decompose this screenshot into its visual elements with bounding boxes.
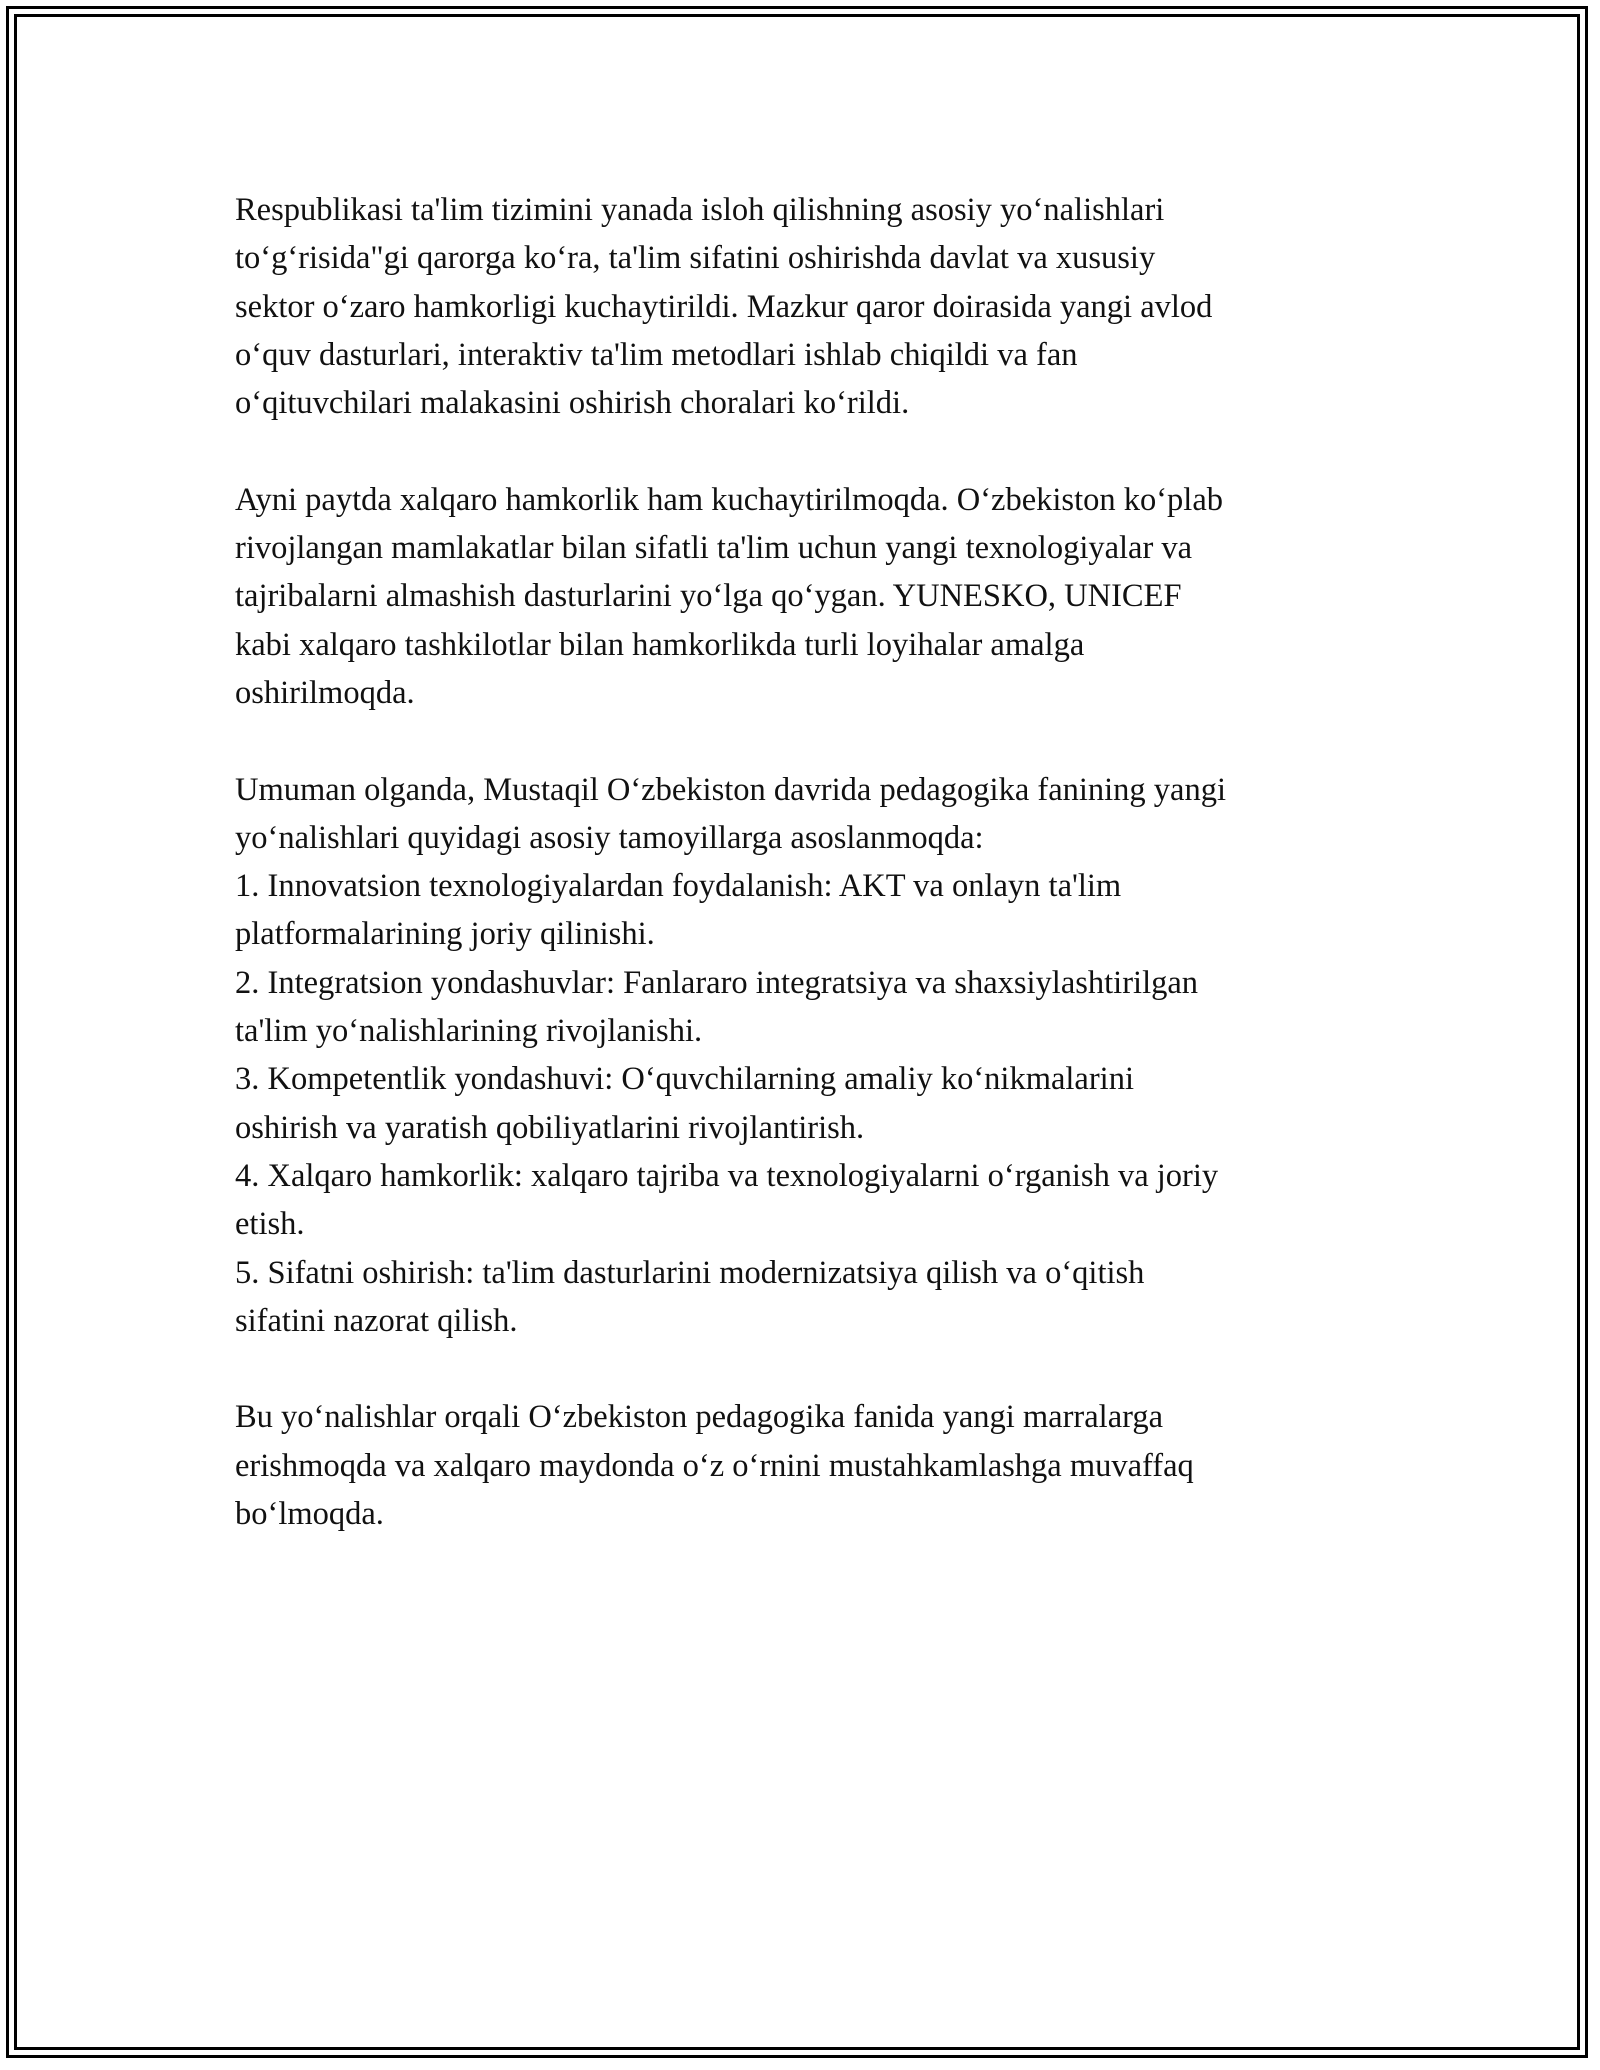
text-line: Bu yo‘nalishlar orqali O‘zbekiston pedagogika fanida yangi marralarga bbox=[235, 1399, 1164, 1436]
list-item-4-line: etish. bbox=[235, 1206, 305, 1243]
text-line: tajribalarni almashish dasturlarini yo‘lga qo‘ygan. YUNESKO, UNICEF bbox=[235, 578, 1182, 615]
document-body bbox=[235, 186, 1375, 1587]
list-item-3-line: oshirish va yaratish qobiliyatlarini rivojlantirish. bbox=[235, 1109, 865, 1146]
text-line: to‘g‘risida"gi qarorga ko‘ra, ta'lim sifatini oshirishda davlat va xususiy bbox=[235, 240, 1156, 277]
paragraph-reform-decree bbox=[235, 186, 1375, 427]
paragraph-conclusion bbox=[235, 1393, 1375, 1538]
text-line: kabi xalqaro tashkilotlar bilan hamkorlikda turli loyihalar amalga bbox=[235, 626, 1085, 663]
paragraph-principles-list bbox=[235, 766, 1375, 1346]
text-line: Respublikasi ta'lim tizimini yanada isloh qilishning asosiy yo‘nalishlari bbox=[235, 192, 1165, 228]
paragraph-international-cooperation bbox=[235, 476, 1375, 717]
list-item-5-line: 5. Sifatni oshirish: ta'lim dasturlarini modernizatsiya qilish va o‘qitish bbox=[235, 1254, 1145, 1291]
list-item-1-line: 1. Innovatsion texnologiyalardan foydalanish: AKT va onlayn ta'lim bbox=[235, 868, 1122, 905]
list-item-4-line: 4. Xalqaro hamkorlik: xalqaro tajriba va texnologiyalarni o‘rganish va joriy bbox=[235, 1157, 1219, 1194]
list-item-3-line: 3. Kompetentlik yondashuvi: O‘quvchilarning amaliy ko‘nikmalarini bbox=[235, 1061, 1134, 1098]
list-item-1-line: platformalarining joriy qilinishi. bbox=[235, 916, 655, 953]
list-item-2-line: 2. Integratsion yondashuvlar: Fanlararo integratsiya va shaxsiylashtirilgan bbox=[235, 964, 1199, 1001]
text-line: yo‘nalishlari quyidagi asosiy tamoyillarga asoslanmoqda: bbox=[235, 819, 984, 856]
text-line: oshirilmoqda. bbox=[235, 674, 415, 711]
text-line: erishmoqda va xalqaro maydonda o‘z o‘rnini mustahkamlashga muvaffaq bbox=[235, 1447, 1194, 1484]
text-line: o‘quv dasturlari, interaktiv ta'lim metodlari ishlab chiqildi va fan bbox=[235, 336, 1078, 373]
list-item-2-line: ta'lim yo‘nalishlarining rivojlanishi. bbox=[235, 1013, 703, 1050]
text-line: o‘qituvchilari malakasini oshirish choralari ko‘rildi. bbox=[235, 385, 910, 422]
text-line: Ayni paytda xalqaro hamkorlik ham kuchaytirilmoqda. O‘zbekiston ko‘plab bbox=[235, 481, 1224, 518]
text-line: bo‘lmoqda. bbox=[235, 1496, 384, 1533]
text-line: Umuman olganda, Mustaqil O‘zbekiston davrida pedagogika fanining yangi bbox=[235, 771, 1227, 808]
text-line: sektor o‘zaro hamkorligi kuchaytirildi. Mazkur qaror doirasida yangi avlod bbox=[235, 288, 1213, 325]
list-item-5-line: sifatini nazorat qilish. bbox=[235, 1302, 518, 1339]
text-line: rivojlangan mamlakatlar bilan sifatli ta'lim uchun yangi texnologiyalar va bbox=[235, 530, 1193, 567]
